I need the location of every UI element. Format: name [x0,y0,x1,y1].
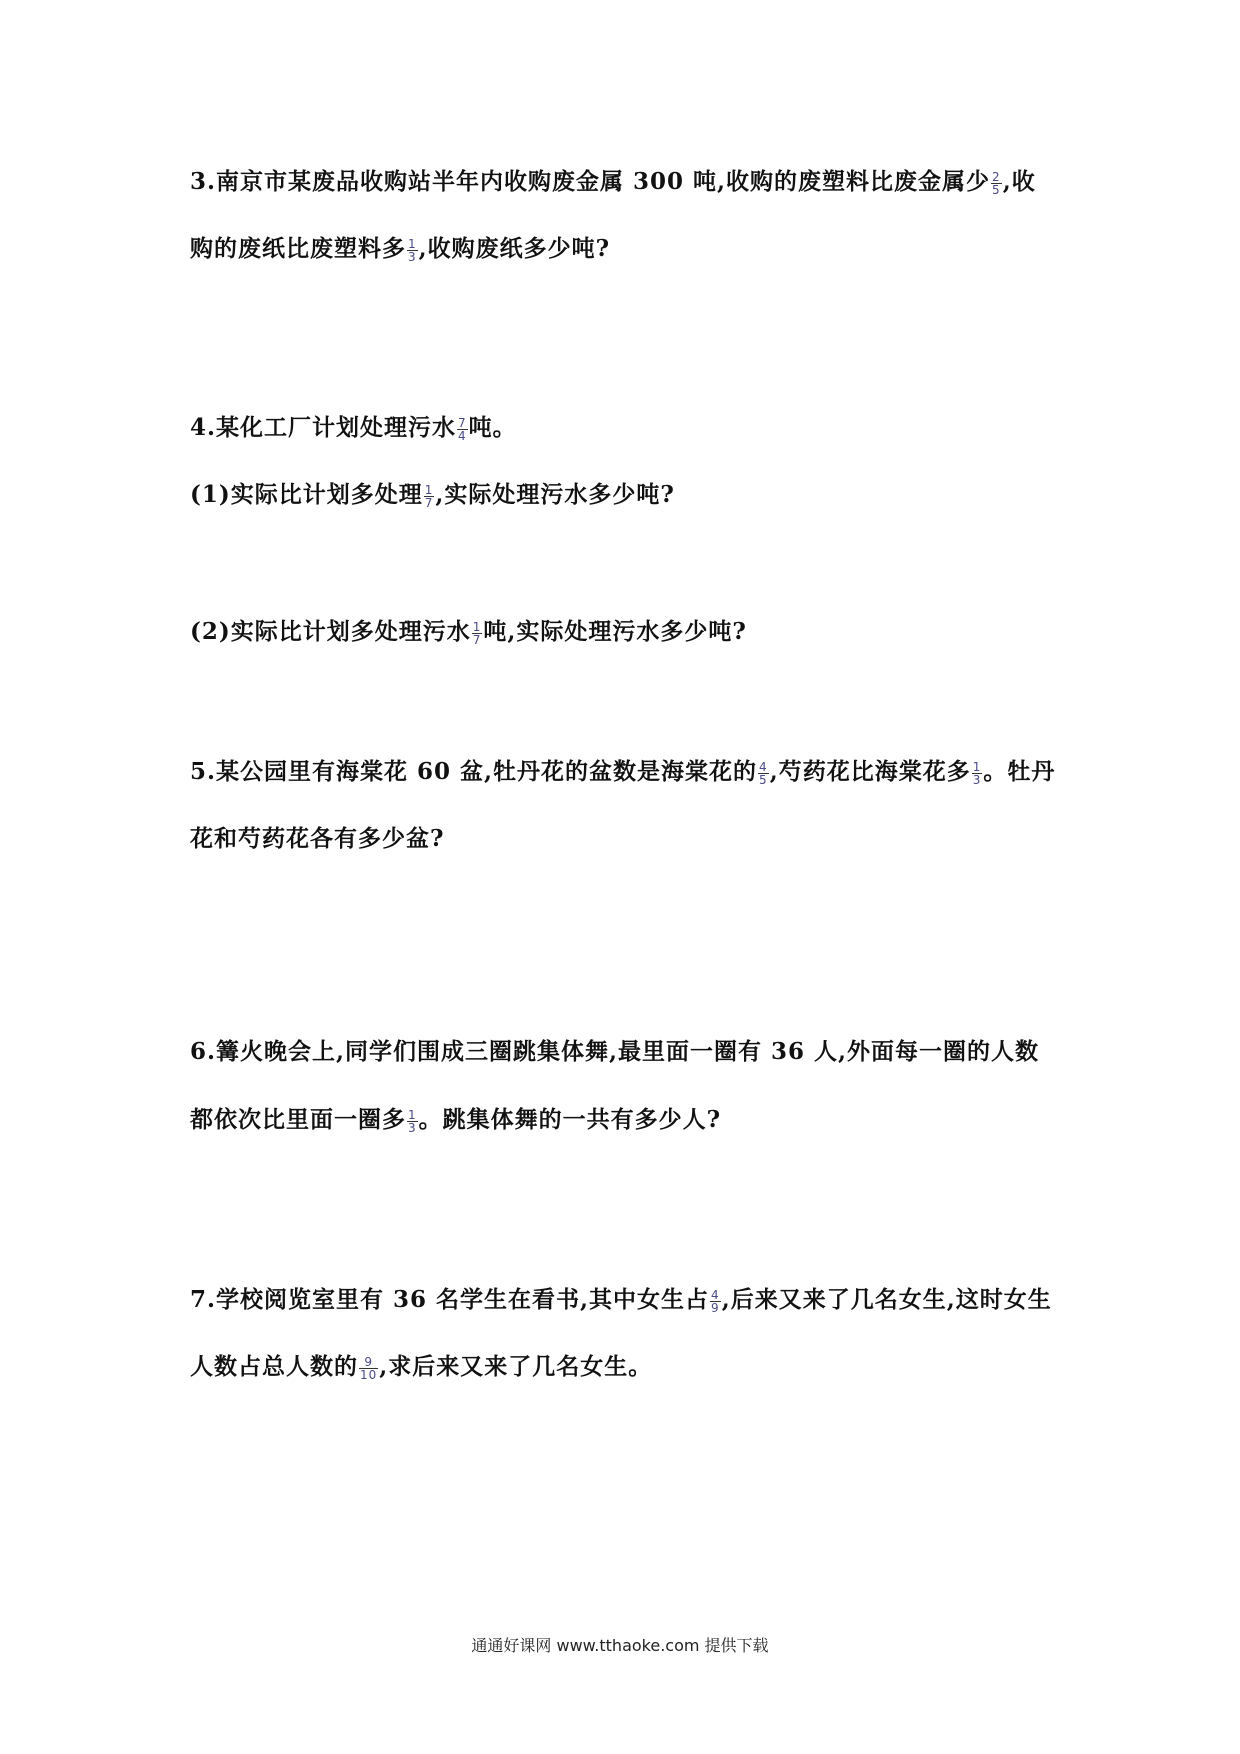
q7-line1: 7.学校阅览室里有 36 名学生在看书,其中女生占 $\frac{4}{9}$ ,后来又来了几名女生,这时女生 [190,1286,1052,1315]
fraction: $\frac{4}{5}$ [759,759,768,787]
fraction: $\frac{9}{10}$ [360,1354,378,1382]
q5-line2: 花和芍药花各有多少盆? [190,825,445,852]
q3-line1: 3.南京市某废品收购站半年内收购废金属 300 吨,收购的废塑料比废金属少 $\frac{2}{5}$ ,收 [190,168,1036,197]
q4-line1: 4.某化工厂计划处理污水 $\frac{7}{4}$ 吨。 [190,414,517,443]
q4-sub2: (2)实际比计划多处理污水 $\frac{1}{7}$ 吨,实际处理污水多少吨? [190,618,747,647]
q3-line2: 购的废纸比废塑料多 $\frac{1}{3}$ ,收购废纸多少吨? [190,235,611,264]
q5-line1: 5.某公园里有海棠花 60 盆,牡丹花的盆数是海棠花的 $\frac{4}{5}$ ,芍药花比海棠花多 $\frac{1}{3}$ 。牡丹 [190,758,1056,787]
fraction: $\frac{1}{3}$ [408,1107,417,1135]
fraction: $\frac{7}{4}$ [458,415,467,443]
q6-line2: 都依次比里面一圈多 $\frac{1}{3}$ 。跳集体舞的一共有多少人? [190,1106,722,1135]
fraction: $\frac{1}{3}$ [408,236,417,264]
q7-line2: 人数占总人数的 $\frac{9}{10}$ ,求后来又来了几名女生。 [190,1353,653,1382]
footer-source: 通通好课网 www.tthaoke.com 提供下载 [471,1636,769,1655]
q6-line1: 6.篝火晚会上,同学们围成三圈跳集体舞,最里面一圈有 36 人,外面每一圈的人数 [190,1038,1040,1065]
fraction: $\frac{2}{5}$ [992,169,1001,197]
fraction: $\frac{1}{7}$ [424,482,434,510]
fraction: $\frac{4}{9}$ [711,1287,720,1315]
fraction: $\frac{1}{7}$ [472,619,482,647]
q4-sub1: (1)实际比计划多处理 $\frac{1}{7}$ ,实际处理污水多少吨? [190,481,675,510]
fraction: $\frac{1}{3}$ [972,759,982,787]
q3-text: 3.南京市某废品收购站半年内收购废金属 300 吨,收购的废塑料比废金属少 [190,168,991,195]
